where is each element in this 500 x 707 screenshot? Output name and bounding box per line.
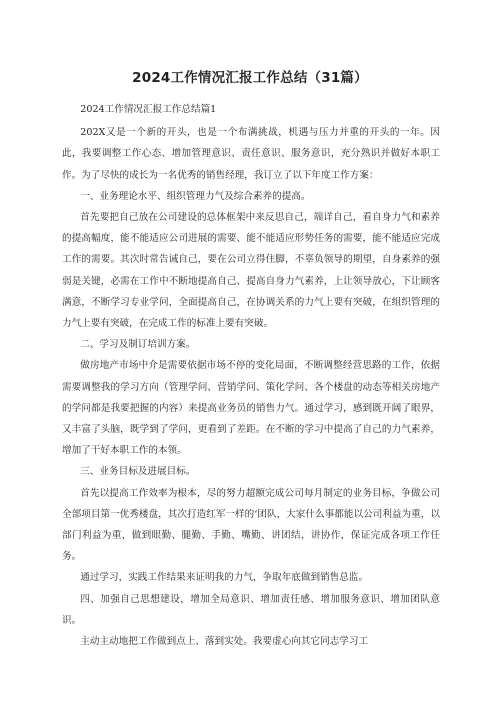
list-heading: 一、业务理论水平、组织管理力气及综合素养的提高。 (80, 190, 311, 202)
body-paragraph: 做房地产市场中介是需要依据市场不停的变化局面，不断调整经营思路的工作，依据需要调整我的学习方向（管理学问、营销学问、策化学问、各个楼盘的动态等相关房地产的学问都是我要把握的内容）来提高业务员的销售力气。通过学习，感到既开阔了眼界，又丰富了头脑，既学到了学问，更看到了差距。在不断的学习中提高了自己的力气素养，增加了干好本职工作的本领。 (62, 360, 440, 457)
body-paragraph: 首先要把自己放在公司建设的总体框架中来反思自己，端详自己，看自身力气和素养的提高幅度，能不能适应公司进展的需要、能不能适应形势任务的需要，能不能适应完成工作的需要。其次时常告诫自己，要在公司立得住脚，不辜负领导的期望，自身素养的强弱是关键，必需在工作中不断地提高自己、提高自身力气素养，上让领导放心，下让顾客满意，不断学习专业学问，全面提高自己，在协调关系的力气上要有突破，在组织管理的力气上要有突破，在完成工作的标准上要有突破。 (62, 212, 440, 330)
section-heading: 2024工作情况汇报工作总结篇1 (80, 104, 217, 115)
body-paragraph: 通过学习，实践工作结果来证明我的力气，争取年底做到销售总监。 (80, 572, 369, 584)
document-title: 2024工作情况汇报工作总结（31篇） (132, 70, 368, 86)
body-paragraph: 首先以提高工作效率为根本，尽的努力超额完成公司每月制定的业务目标，争做公司全部项目第一优秀楼盘，其次打造红军一样的‘团队，大家什么事都能以公司利益为重，以部门利益为重，做到眼勤、腿勤、手勤、嘴勤、讲团结，讲协作，保证完成各项工作任务。 (62, 487, 440, 563)
list-heading: 二、学习及制订培训方案。 (80, 339, 196, 351)
body-paragraph: 主动主动地把工作做到点上、落到实处。我要虚心向其它同志学习工 (80, 636, 369, 648)
list-heading: 四、加强自己思想建设，增加全局意识、增加责任感、增加服务意识、增加团队意识。 (62, 593, 440, 626)
document-body (62, 99, 440, 652)
body-paragraph: 202X又是一个新的开头，也是一个布满挑战，机遇与压力并重的开头的一年。因此，我要调整工作心态、增加管理意识、责任意识、服务意识，充分熟识并做好本职工作。为了尽快的成长为一名优秀的销售经理，我订立了以下年度工作方案： (62, 127, 440, 181)
list-heading: 三、业务目标及进展目标。 (80, 466, 196, 478)
